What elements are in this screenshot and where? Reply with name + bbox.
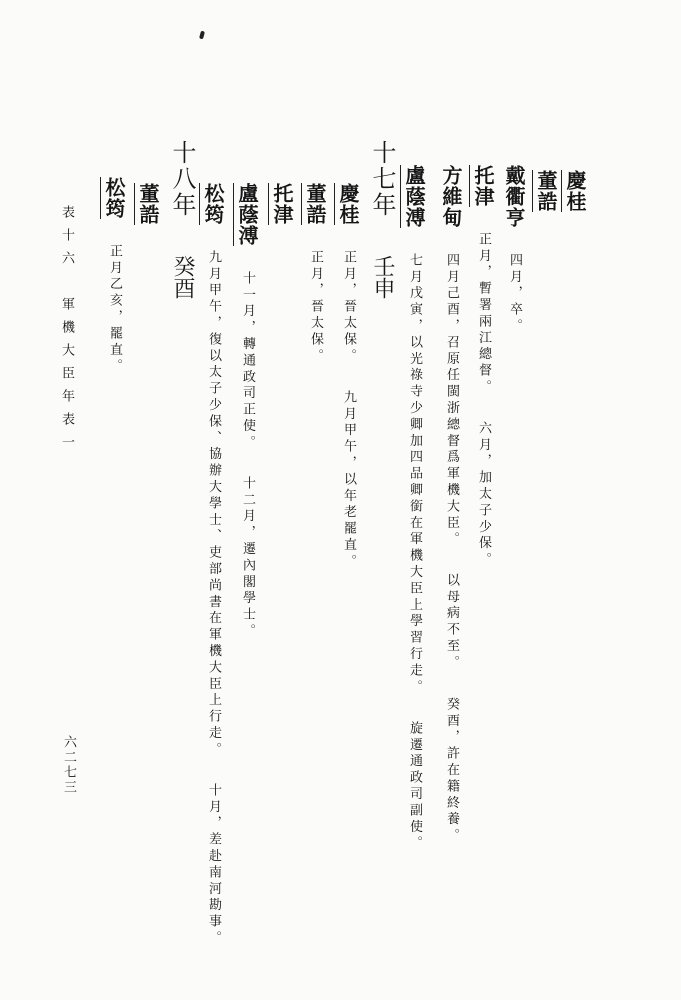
entry-name: 董誥 <box>136 183 160 225</box>
entry-fang-weidian <box>441 165 461 844</box>
running-header: 表十六 軍機大臣年表一 <box>59 205 74 458</box>
year-label: 十八年 <box>168 140 196 218</box>
entry-note: 四月，卒。 <box>507 253 522 335</box>
entry-dong-gao-3 <box>138 183 158 225</box>
entry-note: 六月，加太子少保。 <box>476 421 491 569</box>
entry-note: 以母病不至。 <box>444 573 459 672</box>
entry-lu-yinpu-2 <box>237 183 257 640</box>
entry-tuojin-1 <box>473 165 493 569</box>
entry-name: 托津 <box>471 165 495 207</box>
ink-mark <box>199 31 205 40</box>
entry-qinggui-2 <box>338 183 358 570</box>
year-ganzhi: 壬申 <box>370 255 395 299</box>
entry-note: 正月，晉太保。 <box>308 250 323 365</box>
entry-songyun-2 <box>104 177 124 375</box>
entry-dong-gao-2 <box>305 183 325 365</box>
entry-name: 董誥 <box>303 183 327 225</box>
entry-note: 九月甲午，復以太子少保、協辦大學士、吏部尚書在軍機大臣上行走。 <box>206 250 221 759</box>
entry-qinggui-1 <box>565 170 585 212</box>
entry-note: 四月己酉，召原任閩浙總督爲軍機大臣。 <box>444 253 459 549</box>
entry-note: 正月，暫署兩江總督。 <box>476 232 491 396</box>
page-number: 六二七三 <box>61 735 76 795</box>
entry-dong-gao-1 <box>536 170 556 212</box>
entry-note: 正月，晉太保。 <box>341 250 356 365</box>
year-label: 十七年 <box>368 140 396 218</box>
entry-name: 松筠 <box>102 177 126 219</box>
entry-lu-yinpu-1 <box>404 165 424 852</box>
entry-name: 盧蔭溥 <box>235 183 259 246</box>
entry-note: 正月乙亥，罷直。 <box>107 244 122 376</box>
entry-note: 十月，差赴南河勘事。 <box>206 783 221 948</box>
entry-note: 旋遷通政司副使。 <box>407 720 422 853</box>
entry-name: 托津 <box>270 183 294 225</box>
entry-dai-quheng <box>504 165 524 335</box>
year-heading-18 <box>170 140 194 299</box>
year-ganzhi: 癸酉 <box>170 255 195 299</box>
entry-songyun-1 <box>203 183 223 947</box>
entry-note: 七月戊寅，以光祿寺少卿加四品卿銜在軍機大臣上學習行走。 <box>407 253 422 696</box>
entry-tuojin-2 <box>272 183 292 225</box>
entry-note: 十一月，轉通政司正使。 <box>240 271 255 452</box>
entry-name: 盧蔭溥 <box>402 165 426 228</box>
entry-name: 慶桂 <box>563 170 587 212</box>
entry-note: 癸酉，許在籍終養。 <box>444 696 459 845</box>
entry-name: 松筠 <box>201 183 225 225</box>
year-heading-17 <box>370 140 394 299</box>
entry-name: 慶桂 <box>336 183 360 225</box>
entry-name: 方維甸 <box>439 165 463 228</box>
entry-note: 九月甲午，以年老罷直。 <box>341 389 356 571</box>
entry-name: 戴衢亨 <box>502 165 526 228</box>
entry-name: 董誥 <box>534 170 558 212</box>
entry-note: 十二月，遷內閣學士。 <box>240 476 255 641</box>
